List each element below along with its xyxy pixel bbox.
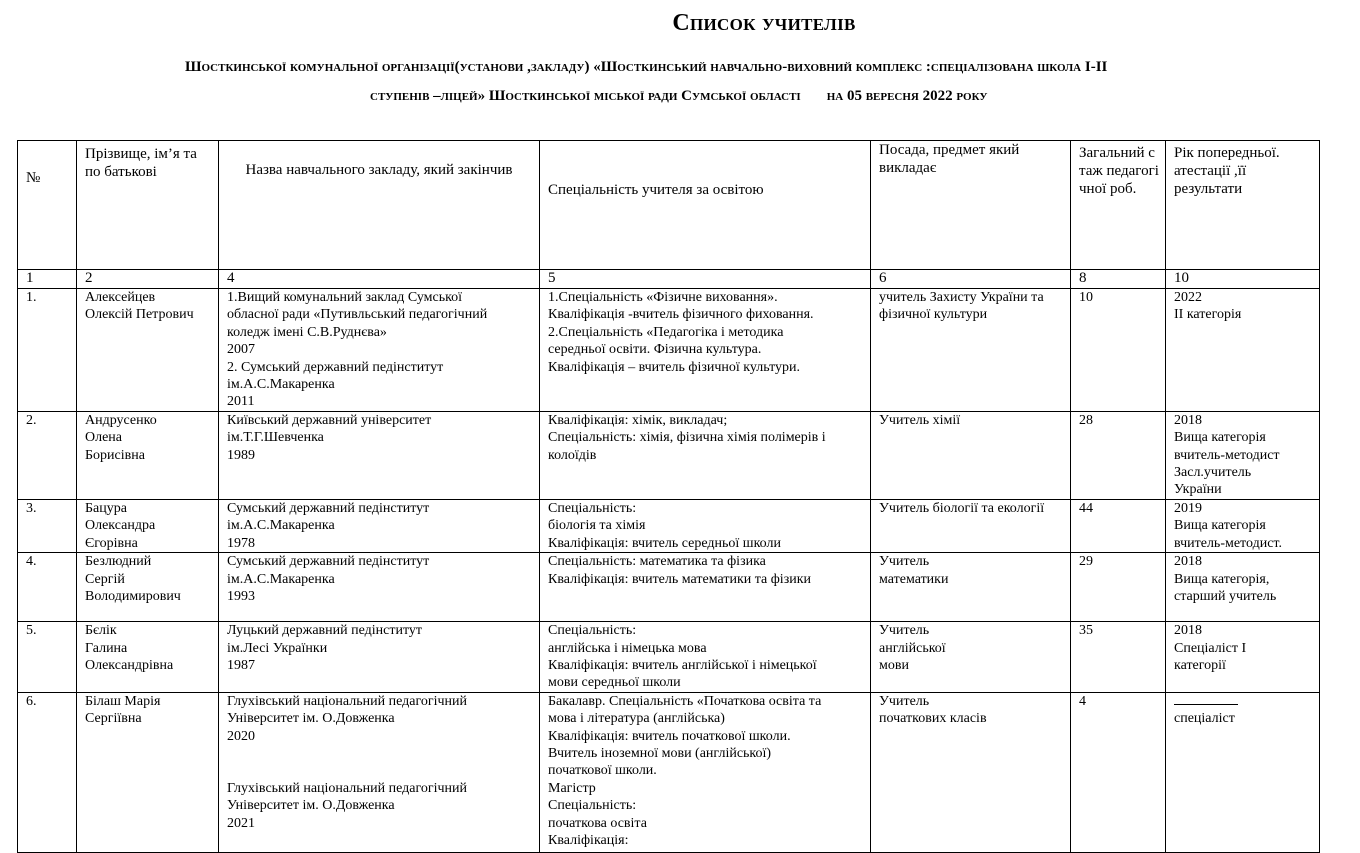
teacher-specialty-line: Бакалавр. Спеціальність «Початкова освіта та bbox=[548, 693, 822, 709]
teacher-specialty-line: Кваліфікація: вчитель початкової школи. bbox=[548, 728, 791, 744]
school-name-line: Сумський державний педінститут bbox=[227, 554, 430, 570]
school-name-line: ім.А.С.Макаренка bbox=[227, 518, 335, 534]
attestation-result-line: 2019 bbox=[1174, 500, 1202, 516]
school-name-line: 2011 bbox=[227, 394, 255, 410]
table-row bbox=[18, 411, 1320, 499]
school-name-line: ім.А.С.Макаренка bbox=[227, 377, 335, 393]
teacher-specialty-line: Спеціальність: bbox=[548, 500, 637, 516]
teacher-name-line: Сергіївна bbox=[85, 711, 142, 727]
school-name-line: Глухівський національний педагогічний bbox=[227, 693, 467, 709]
teacher-specialty-line: мова і література (англійська) bbox=[548, 711, 725, 727]
teacher-name-line: Алексейцев bbox=[85, 290, 156, 305]
teacher-name-line: Володимирович bbox=[85, 588, 181, 604]
teacher-name-line: Олена bbox=[85, 430, 123, 446]
subtitle-date: на 05 вересня 2022 року bbox=[826, 88, 988, 104]
teacher-name-line: Сергій bbox=[85, 571, 125, 587]
school-name bbox=[219, 622, 540, 693]
teacher-position bbox=[871, 553, 1071, 622]
teacher-position bbox=[871, 411, 1071, 499]
school-name bbox=[219, 553, 540, 622]
teacher-specialty-line: мови середньої школи bbox=[548, 675, 681, 691]
teacher-specialty-line: 2.Спеціальність «Педагогіка і методика bbox=[548, 324, 784, 340]
attestation-result bbox=[1166, 499, 1320, 552]
teacher-position bbox=[871, 289, 1071, 412]
teacher-position-line: мови bbox=[879, 657, 909, 673]
teacher-name-line: Олексій Петрович bbox=[85, 307, 194, 323]
teacher-name-line: Галина bbox=[85, 640, 128, 656]
row-number: 2. bbox=[18, 411, 77, 499]
attestation-result bbox=[1166, 289, 1320, 412]
teaching-experience: 44 bbox=[1071, 499, 1166, 552]
school-name-line: Київський державний університет bbox=[227, 412, 432, 428]
teacher-position-line: Учитель bbox=[879, 554, 930, 570]
teacher-position bbox=[871, 692, 1071, 852]
column-number-row bbox=[18, 270, 1320, 289]
attestation-result-line: Спеціаліст І bbox=[1174, 640, 1247, 656]
teacher-specialty-line: біологія та хімія bbox=[548, 518, 646, 534]
school-name bbox=[219, 692, 540, 852]
teacher-name bbox=[77, 692, 219, 852]
table-row bbox=[18, 289, 1320, 412]
school-name-line: ім.Т.Г.Шевченка bbox=[227, 430, 324, 446]
teacher-specialty-line: Магістр bbox=[548, 780, 596, 796]
teacher-specialty-line: Спеціальність: хімія, фізична хімія полімерів і bbox=[548, 430, 826, 446]
teacher-specialty-line: початкова освіта bbox=[548, 815, 647, 831]
teacher-position-line: початкових класів bbox=[879, 711, 987, 727]
school-name-line: 1978 bbox=[227, 535, 255, 551]
table-row bbox=[18, 553, 1320, 622]
teacher-position-line: англійської bbox=[879, 640, 946, 656]
column-number: 4 bbox=[219, 270, 540, 289]
teacher-specialty-line: Кваліфікація: вчитель середньої школи bbox=[548, 535, 781, 551]
teacher-name bbox=[77, 499, 219, 552]
school-name-line: ім.Лесі Українки bbox=[227, 640, 328, 656]
teacher-specialty-line: Кваліфікація -вчитель фізичного фиховання. bbox=[548, 307, 814, 323]
teacher-specialty bbox=[540, 289, 871, 412]
row-number: 6. bbox=[18, 692, 77, 852]
teacher-name-line: Єгорівна bbox=[85, 535, 138, 551]
attestation-result-line: 2022 bbox=[1174, 290, 1202, 305]
attestation-result-line: Вища категорія bbox=[1174, 518, 1266, 534]
row-number: 1. bbox=[18, 289, 77, 412]
school-name-line: коледж імені С.В.Руднєва» bbox=[227, 324, 387, 340]
teacher-position-line: учитель Захисту України та bbox=[879, 290, 1044, 305]
attestation-result bbox=[1166, 692, 1320, 852]
school-name bbox=[219, 499, 540, 552]
school-name-line: 2007 bbox=[227, 342, 255, 358]
school-name-line: ім.А.С.Макаренка bbox=[227, 571, 335, 587]
teacher-specialty bbox=[540, 499, 871, 552]
subtitle-line-1: Шосткинської комунальної організації(установи ,закладу) «Шосткинський навчально-виховний комплекс :спеціалізована школа І-ІІ bbox=[185, 59, 1108, 75]
teachers-table bbox=[17, 140, 1320, 853]
column-number: 8 bbox=[1071, 270, 1166, 289]
attestation-result-line: 2018 bbox=[1174, 623, 1202, 639]
teaching-experience: 35 bbox=[1071, 622, 1166, 693]
attestation-result-line: вчитель-методист bbox=[1174, 447, 1280, 463]
teacher-specialty-line: середньої освіти. Фізична культура. bbox=[548, 342, 762, 358]
teacher-name bbox=[77, 289, 219, 412]
column-number: 6 bbox=[871, 270, 1071, 289]
teacher-specialty-line: Спеціальність: bbox=[548, 798, 637, 814]
header-attestation: Рік попередньої. атестації ,її результати bbox=[1166, 141, 1320, 270]
attestation-result-line: вчитель-методист. bbox=[1174, 535, 1282, 551]
attestation-result-line: спеціаліст bbox=[1174, 711, 1235, 727]
page-title: Список учителів bbox=[672, 10, 856, 36]
attestation-result-line: категорії bbox=[1174, 657, 1226, 673]
attestation-result-line: Вища категорія bbox=[1174, 430, 1266, 446]
teacher-specialty-line: Кваліфікація – вчитель фізичної культури. bbox=[548, 359, 801, 375]
row-number: 4. bbox=[18, 553, 77, 622]
school-name-line: 1987 bbox=[227, 657, 255, 673]
teacher-specialty-line: Кваліфікація: вчитель англійської і німецької bbox=[548, 657, 817, 673]
school-name-line: 2. Сумський державний педінститут bbox=[227, 359, 444, 375]
teacher-specialty-line: англійська і німецька мова bbox=[548, 640, 707, 656]
attestation-result-line: старший учитель bbox=[1174, 588, 1277, 604]
table-row bbox=[18, 499, 1320, 552]
teacher-name-line: Олександрівна bbox=[85, 657, 174, 673]
teacher-name bbox=[77, 553, 219, 622]
teacher-name-line: Андрусенко bbox=[85, 412, 157, 428]
header-position: Посада, предмет який викладає bbox=[871, 141, 1071, 270]
teacher-specialty-line: Кваліфікація: хімік, викладач; bbox=[548, 412, 728, 428]
teacher-position bbox=[871, 499, 1071, 552]
column-number: 5 bbox=[540, 270, 871, 289]
row-number: 5. bbox=[18, 622, 77, 693]
school-name-line: Університет ім. О.Довженка bbox=[227, 711, 395, 727]
attestation-result-line: Засл.учитель bbox=[1174, 465, 1252, 481]
table-row bbox=[18, 692, 1320, 852]
teacher-name-line: Борисівна bbox=[85, 447, 145, 463]
teacher-position-line: Учитель bbox=[879, 623, 930, 639]
school-name-line: Глухівський національний педагогічний bbox=[227, 780, 467, 796]
subtitle-organization: ступенів –ліцей» Шосткинської міської ради Сумської області bbox=[370, 88, 801, 104]
teacher-specialty-line: Спеціальність: математика та фізика bbox=[548, 554, 766, 570]
row-number: 3. bbox=[18, 499, 77, 552]
header-number: № bbox=[18, 141, 77, 270]
teacher-position bbox=[871, 622, 1071, 693]
column-number: 2 bbox=[77, 270, 219, 289]
teacher-name bbox=[77, 622, 219, 693]
school-name-line: 2020 bbox=[227, 728, 255, 744]
attestation-result bbox=[1166, 553, 1320, 622]
teaching-experience: 4 bbox=[1071, 692, 1166, 852]
school-name-line: Університет ім. О.Довженка bbox=[227, 798, 395, 814]
teacher-position-line: Учитель хімії bbox=[879, 412, 961, 428]
teacher-specialty-line: 1.Спеціальність «Фізичне виховання». bbox=[548, 290, 778, 305]
teacher-specialty-line: Спеціальність: bbox=[548, 623, 637, 639]
school-name-line: Сумський державний педінститут bbox=[227, 500, 430, 516]
teacher-specialty-line: Кваліфікація: вчитель математики та фізики bbox=[548, 571, 812, 587]
teacher-name-line: Білаш Марія bbox=[85, 693, 161, 709]
teaching-experience: 28 bbox=[1071, 411, 1166, 499]
teacher-specialty bbox=[540, 622, 871, 693]
header-specialty: Спеціальність учителя за освітою bbox=[540, 141, 871, 270]
teaching-experience: 10 bbox=[1071, 289, 1166, 412]
table-header-row bbox=[18, 141, 1320, 270]
teacher-name-line: Бєлік bbox=[85, 623, 117, 639]
teacher-specialty-line: колоїдів bbox=[548, 447, 597, 463]
school-name-line: 1989 bbox=[227, 447, 255, 463]
teacher-specialty bbox=[540, 553, 871, 622]
table-row bbox=[18, 622, 1320, 693]
blank-underline bbox=[1174, 693, 1238, 705]
school-name-line: 1.Вищий комунальний заклад Сумської bbox=[227, 290, 463, 305]
teacher-specialty-line: Кваліфікація: bbox=[548, 832, 629, 848]
teacher-name-line: Безлюдний bbox=[85, 554, 152, 570]
column-number: 10 bbox=[1166, 270, 1320, 289]
teacher-position-line: математики bbox=[879, 571, 949, 587]
subtitle-line-2 bbox=[370, 88, 987, 105]
teacher-position-line: Учитель bbox=[879, 693, 930, 709]
header-name: Прізвище, ім’я та по батькові bbox=[77, 141, 219, 270]
attestation-result-line: 2018 bbox=[1174, 554, 1202, 570]
teacher-name-line: Бацура bbox=[85, 500, 127, 516]
school-name-line: 2021 bbox=[227, 815, 255, 831]
teacher-specialty bbox=[540, 411, 871, 499]
attestation-result-line: ІІ категорія bbox=[1174, 307, 1242, 323]
teacher-name bbox=[77, 411, 219, 499]
school-name-line: обласної ради «Путивльський педагогічний bbox=[227, 307, 488, 323]
school-name-line bbox=[227, 762, 531, 779]
teacher-name-line: Олександра bbox=[85, 518, 156, 534]
teacher-specialty bbox=[540, 692, 871, 852]
attestation-result bbox=[1166, 411, 1320, 499]
teacher-specialty-line: початкової школи. bbox=[548, 763, 657, 779]
school-name-line bbox=[227, 745, 531, 762]
school-name bbox=[219, 289, 540, 412]
teacher-position-line: фізичної культури bbox=[879, 307, 988, 323]
attestation-result-line: Вища категорія, bbox=[1174, 571, 1270, 587]
school-name-line: Луцький державний педінститут bbox=[227, 623, 423, 639]
column-number: 1 bbox=[18, 270, 77, 289]
school-name-line: 1993 bbox=[227, 588, 255, 604]
school-name bbox=[219, 411, 540, 499]
teacher-specialty-line: Вчитель іноземної мови (англійської) bbox=[548, 745, 772, 761]
teaching-experience: 29 bbox=[1071, 553, 1166, 622]
attestation-result-line: 2018 bbox=[1174, 412, 1202, 428]
header-school: Назва навчального закладу, який закінчив bbox=[219, 141, 540, 270]
teacher-position-line: Учитель біології та екології bbox=[879, 500, 1045, 516]
attestation-result bbox=[1166, 622, 1320, 693]
attestation-result-line: України bbox=[1174, 482, 1222, 498]
header-experience: Загальний стаж педагогічної роб. bbox=[1071, 141, 1166, 270]
